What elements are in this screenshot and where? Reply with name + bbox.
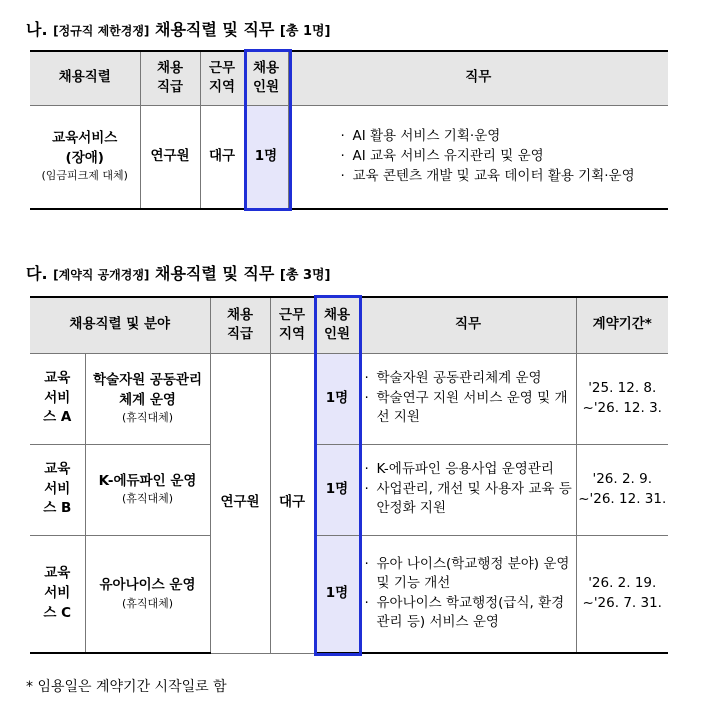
table-row	[30, 535, 668, 653]
table-na	[30, 50, 668, 210]
header-period: 계약기간*	[576, 297, 668, 353]
header-grade: 채용 직급	[140, 51, 200, 105]
section-na-count: [총 1명]	[279, 24, 331, 39]
section-da-tag: [계약직 공개경쟁]	[53, 268, 150, 282]
field-name: 학술자원 공동관리체계 운영	[92, 371, 203, 408]
grade-cell: 연구원	[140, 105, 200, 209]
header-duty: 직무	[288, 51, 668, 105]
table-row	[30, 353, 668, 444]
count-cell: 1명	[314, 535, 360, 653]
header-region: 근무 지역	[200, 51, 244, 105]
series-line1: 교육서비스	[52, 130, 118, 147]
footnote: * 임용일은 계약기간 시작일로 함	[26, 679, 227, 695]
duty-item: · AI 교육 서비스 유지관리 및 운영	[340, 147, 544, 164]
period-end: ~'26. 12. 31.	[578, 490, 667, 507]
region-cell: 대구	[270, 353, 314, 653]
duty-item: · K-에듀파인 응용사업 운영관리	[364, 461, 554, 478]
series-cell	[30, 105, 140, 209]
period-start: '26. 2. 9.	[592, 470, 653, 487]
grade-cell: 연구원	[210, 353, 270, 653]
duty-item: · 학술자원 공동관리체계 운영	[364, 370, 542, 387]
header-grade: 채용 직급	[210, 297, 270, 353]
series-cell: 교육 서비스 B	[30, 444, 85, 535]
header-count: 채용 인원	[244, 51, 288, 105]
period-cell	[576, 353, 668, 444]
series-cell: 교육 서비스 C	[30, 535, 85, 653]
section-da-count: [총 3명]	[279, 268, 331, 283]
field-note: (휴직대체)	[121, 596, 174, 610]
field-note: (휴직대체)	[121, 411, 174, 425]
field-cell	[85, 444, 210, 535]
table-da-header-row	[30, 297, 668, 353]
table-da	[30, 296, 668, 654]
period-end: ~'26. 7. 31.	[582, 594, 662, 611]
duty-cell	[360, 535, 576, 653]
duty-cell	[360, 444, 576, 535]
header-series-field: 채용직렬 및 분야	[30, 297, 210, 353]
period-cell	[576, 444, 668, 535]
period-cell	[576, 535, 668, 653]
duty-item: · 유아 나이스(학교행정 분야) 운영 및 기능 개선	[364, 555, 570, 592]
header-region: 근무 지역	[270, 297, 314, 353]
header-duty: 직무	[360, 297, 576, 353]
section-da-title: 채용직렬 및 직무	[155, 264, 275, 283]
period-start: '26. 2. 19.	[588, 575, 657, 592]
section-da-heading	[26, 261, 331, 284]
duty-item: · 학술연구 지원 서비스 운영 및 개선 지원	[364, 389, 568, 426]
field-name: K-에듀파인 운영	[98, 472, 197, 489]
duty-item: · 유아나이스 학교행정(급식, 환경관리 등) 서비스 운영	[364, 594, 565, 631]
section-da-prefix: 다.	[26, 264, 48, 283]
series-line2: (장애)	[65, 149, 104, 166]
duty-item: · 사업관리, 개선 및 사용자 교육 등 안정화 지원	[364, 480, 572, 517]
header-count: 채용 인원	[314, 297, 360, 353]
period-end: ~'26. 12. 3.	[582, 399, 662, 416]
table-row	[30, 105, 668, 209]
region-cell: 대구	[200, 105, 244, 209]
header-series: 채용직렬	[30, 51, 140, 105]
period-start: '25. 12. 8.	[588, 379, 657, 396]
duty-item: · AI 활용 서비스 기획·운영	[340, 128, 501, 145]
count-cell: 1명	[244, 105, 288, 209]
field-cell	[85, 535, 210, 653]
section-na-prefix: 나.	[26, 20, 48, 39]
count-cell: 1명	[314, 353, 360, 444]
field-cell	[85, 353, 210, 444]
series-note: (임금피크제 대체)	[41, 169, 128, 183]
section-na-heading	[26, 17, 331, 40]
count-cell: 1명	[314, 444, 360, 535]
section-na-title: 채용직렬 및 직무	[155, 20, 275, 39]
duty-cell	[288, 105, 668, 209]
series-cell: 교육 서비스 A	[30, 353, 85, 444]
field-note: (휴직대체)	[121, 492, 174, 506]
table-row	[30, 444, 668, 535]
duty-cell	[360, 353, 576, 444]
duty-item: · 교육 콘텐츠 개발 및 교육 데이터 활용 기획·운영	[340, 167, 635, 184]
table-na-header-row	[30, 51, 668, 105]
field-name: 유아나이스 운영	[99, 577, 196, 593]
section-na-tag: [정규직 제한경쟁]	[53, 24, 150, 38]
